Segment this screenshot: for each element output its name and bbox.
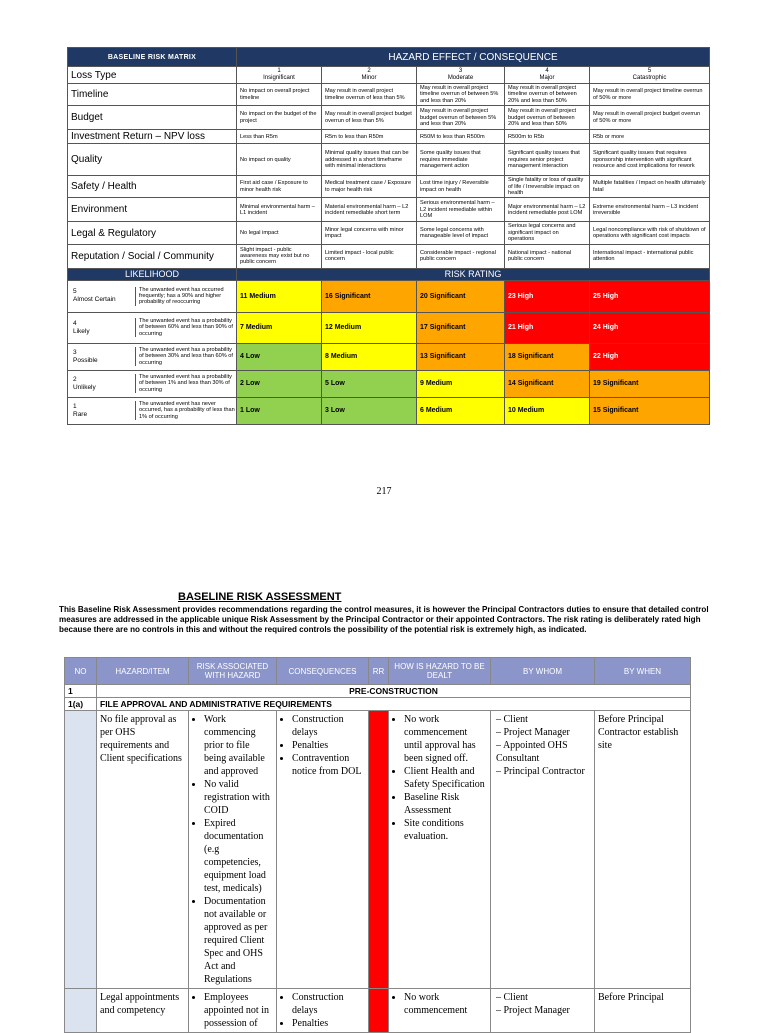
matrix-row-label: Investment Return – NPV loss	[68, 130, 237, 144]
matrix-cell: Slight impact - public awareness may exist but no public concern	[237, 244, 322, 268]
subsection-title: FILE APPROVAL AND ADMINISTRATIVE REQUIREMENTS	[97, 698, 691, 711]
column-header: HAZARD/ITEM	[97, 658, 189, 685]
hazard-item: No file approval as per OHS requirements and Client specifications	[97, 711, 189, 989]
row-number	[65, 989, 97, 1033]
risk-rating-cell: 19 Significant	[590, 370, 710, 397]
likelihood-name: Rare	[73, 410, 88, 418]
assessment-intro: This Baseline Risk Assessment provides recommendations regarding the control measures, it is however the Principal Contractors duties to ensure that detailed control measures are addressed in the applicable unique Risk Assessment by the Principal Contractor or their appointed Contractors. The risk rating is deliberately rated high because there are no controls in this and without the required controls the possibility of the potential risk is extremely high, as indicated.	[59, 605, 709, 634]
responsible-parties	[491, 711, 595, 989]
risk-rating: 21	[369, 989, 389, 1033]
responsible-parties	[491, 989, 595, 1033]
likelihood-name: Possible	[73, 356, 98, 364]
likelihood-level	[68, 376, 135, 392]
matrix-cell: R50M to less than R500m	[417, 130, 505, 144]
risk-rating-cell: 18 Significant	[505, 343, 590, 370]
likelihood-number: 4	[73, 319, 77, 327]
column-header: NO	[65, 658, 97, 685]
risk-rating-cell: 12 Medium	[322, 312, 417, 343]
matrix-cell: International impact - international public attention	[590, 244, 710, 268]
list-item: – Project Manager	[496, 726, 591, 739]
matrix-row-label: Timeline	[68, 84, 237, 106]
risk-rating-cell: 5 Low	[322, 370, 417, 397]
page-number: 217	[376, 486, 392, 497]
likelihood-description: The unwanted event has a probability of between 30% and less than 60% of occurring	[135, 347, 236, 366]
risk-rating-cell: 10 Medium	[505, 397, 590, 424]
list-item: • Employees appointed not in possession of	[204, 991, 273, 1030]
risk-rating-cell: 24 High	[590, 312, 710, 343]
baseline-risk-matrix	[67, 47, 710, 425]
risk-rating-cell: 4 Low	[237, 343, 322, 370]
matrix-row	[68, 222, 710, 244]
likelihood-description: The unwanted event has a probability of between 1% and less than 30% of occurring	[135, 374, 236, 393]
risk-rating-cell: 14 Significant	[505, 370, 590, 397]
column-header: HOW IS HAZARD TO BE DEALT	[389, 658, 491, 685]
list-item: • Documentation not available or approved as per required Client Spec and OHS Act and Regulations	[204, 895, 273, 986]
matrix-cell: May result in overall project timeline overrun of less than 5%	[322, 84, 417, 106]
list-item: – Principal Contractor	[496, 765, 591, 778]
matrix-cell: Minor legal concerns with minor impact	[322, 222, 417, 244]
matrix-row	[68, 144, 710, 176]
column-header: 3 Moderate	[417, 67, 505, 84]
assessment-header-row	[65, 658, 691, 685]
hazard-item: Legal appointments and competency	[97, 989, 189, 1033]
matrix-cell: Considerable impact - regional public concern	[417, 244, 505, 268]
matrix-cell: Legal noncompliance with risk of shutdown of operations with significant cost impacts	[590, 222, 710, 244]
risk-rating-cell: 21 High	[505, 312, 590, 343]
matrix-cell: No impact on the budget of the project	[237, 106, 322, 130]
matrix-row	[68, 176, 710, 198]
column-header: 2 Minor	[322, 67, 417, 84]
section-title: PRE-CONSTRUCTION	[97, 685, 691, 698]
risk-rating-cell: 22 High	[590, 343, 710, 370]
likelihood-row	[68, 370, 710, 397]
timing: Before Principal	[595, 989, 691, 1033]
list-item: • Client Health and Safety Specification	[404, 765, 487, 791]
matrix-title: BASELINE RISK MATRIX	[68, 48, 237, 67]
list-item: – Appointed OHS Consultant	[496, 739, 591, 765]
likelihood-cell	[68, 397, 237, 424]
likelihood-name: Likely	[73, 327, 90, 335]
list-item: • No valid registration with COID	[204, 778, 273, 817]
hazard-controls	[389, 989, 491, 1033]
matrix-row	[68, 244, 710, 268]
risk-rating-cell: 20 Significant	[417, 280, 505, 312]
list-item: – Project Manager	[496, 1004, 591, 1017]
matrix-cell: May result in overall project timeline overrun of 50% or more	[590, 84, 710, 106]
table-row	[65, 711, 691, 989]
likelihood-level	[68, 320, 135, 336]
column-header: 4 Major	[505, 67, 590, 84]
matrix-cell: May result in overall project budget overrun of between 5% and less than 20%	[417, 106, 505, 130]
matrix-row	[68, 84, 710, 106]
list-item: • Expired documentation (e.g competencies, equipment load test, medicals)	[204, 817, 273, 895]
matrix-cell: Material environmental harm – L2 incident remediable short term	[322, 198, 417, 222]
risk-rating-cell: 1 Low	[237, 397, 322, 424]
table-row	[65, 989, 691, 1033]
list-item: – Client	[496, 713, 591, 726]
risk-rating-header: RISK RATING	[237, 268, 710, 280]
column-header: 1 Insignificant	[237, 67, 322, 84]
list-item: • Work commencing prior to file being available and approved	[204, 713, 273, 778]
likelihood-row	[68, 343, 710, 370]
risk-rating-cell: 2 Low	[237, 370, 322, 397]
list-item: • Contravention notice from DOL	[292, 752, 365, 778]
likelihood-row	[68, 280, 710, 312]
matrix-row-label: Environment	[68, 198, 237, 222]
likelihood-cell	[68, 312, 237, 343]
row-number	[65, 711, 97, 989]
column-header: BY WHOM	[491, 658, 595, 685]
list-item: • Construction delays	[292, 713, 365, 739]
list-item: • Penalties	[292, 1017, 365, 1030]
matrix-row	[68, 130, 710, 144]
matrix-cell: Significant quality issues that requires sponsorship intervention with significant resource and cost implications for rework	[590, 144, 710, 176]
matrix-row-label: Budget	[68, 106, 237, 130]
section-number: 1	[65, 685, 97, 698]
risk-rating-cell: 11 Medium	[237, 280, 322, 312]
column-header: RR	[369, 658, 389, 685]
assessment-title: BASELINE RISK ASSESSMENT	[178, 591, 342, 603]
section-row	[65, 685, 691, 698]
matrix-cell: Single fatality or loss of quality of life / Irreversible impact on health	[505, 176, 590, 198]
column-header: BY WHEN	[595, 658, 691, 685]
risk-rating-cell: 17 Significant	[417, 312, 505, 343]
column-header: 5 Catastrophic	[590, 67, 710, 84]
list-item: • Site conditions evaluation.	[404, 817, 487, 843]
consequences	[277, 989, 369, 1033]
matrix-cell: National impact - national public concern	[505, 244, 590, 268]
matrix-cell: Some quality issues that requires immediate management action	[417, 144, 505, 176]
risk-rating-cell: 25 High	[590, 280, 710, 312]
matrix-row-label: Quality	[68, 144, 237, 176]
matrix-cell: R5b or more	[590, 130, 710, 144]
risk-rating-cell: 6 Medium	[417, 397, 505, 424]
likelihood-level	[68, 288, 135, 304]
likelihood-number: 3	[73, 348, 77, 356]
likelihood-cell	[68, 343, 237, 370]
likelihood-cell	[68, 370, 237, 397]
matrix-cell: May result in overall project budget overrun of between 20% and less than 50%	[505, 106, 590, 130]
risk-rating-cell: 13 Significant	[417, 343, 505, 370]
matrix-cell: Serious legal concerns and significant impact on operations	[505, 222, 590, 244]
matrix-cell: May result in overall project timeline overrun of between 20% and less than 50%	[505, 84, 590, 106]
matrix-cell: Some legal concerns with manageable level of impact	[417, 222, 505, 244]
loss-type-label: Loss Type	[68, 67, 237, 84]
matrix-cell: Serious environmental harm – L2 incident remediable within LOM	[417, 198, 505, 222]
list-item: • No work commencement	[404, 991, 487, 1017]
matrix-cell: R500m to R5b	[505, 130, 590, 144]
matrix-cell: Extreme environmental harm – L3 incident irreversible	[590, 198, 710, 222]
likelihood-description: The unwanted event has occurred frequently; has a 90% and higher probability of reoccurring	[135, 287, 236, 306]
matrix-cell: Major environmental harm – L2 incident remediable post LOM	[505, 198, 590, 222]
matrix-cell: Minimal environmental harm – L1 incident	[237, 198, 322, 222]
matrix-cell: May result in overall project budget overrun of 50% or more	[590, 106, 710, 130]
column-header: CONSEQUENCES	[277, 658, 369, 685]
matrix-cell: No legal impact	[237, 222, 322, 244]
risk-rating: 21	[369, 711, 389, 989]
list-item: • Penalties	[292, 739, 365, 752]
likelihood-level	[68, 403, 135, 419]
matrix-row	[68, 198, 710, 222]
matrix-cell: R5m to less than R50m	[322, 130, 417, 144]
matrix-row-label: Reputation / Social / Community	[68, 244, 237, 268]
likelihood-number: 5	[73, 288, 77, 296]
likelihood-description: The unwanted event has a probability of between 60% and less than 90% of occurring	[135, 318, 236, 337]
list-item: • No work commencement until approval has been signed off.	[404, 713, 487, 765]
risk-rating-cell: 9 Medium	[417, 370, 505, 397]
matrix-cell: No impact on overall project timeline	[237, 84, 322, 106]
subsection-number: 1(a)	[65, 698, 97, 711]
matrix-cell: May result in overall project timeline overrun of between 5% and less than 20%	[417, 84, 505, 106]
matrix-cell: First aid case / Exposure to minor health risk	[237, 176, 322, 198]
risk-rating-cell: 23 High	[505, 280, 590, 312]
associated-risks	[189, 711, 277, 989]
list-item: • Construction delays	[292, 991, 365, 1017]
consequences	[277, 711, 369, 989]
likelihood-name: Almost Certain	[73, 296, 116, 304]
likelihood-level	[68, 349, 135, 365]
timing: Before Principal Contractor establish site	[595, 711, 691, 989]
associated-risks	[189, 989, 277, 1033]
risk-rating-cell: 8 Medium	[322, 343, 417, 370]
likelihood-header: LIKELIHOOD	[68, 268, 237, 280]
column-header: RISK ASSOCIATED WITH HAZARD	[189, 658, 277, 685]
likelihood-description: The unwanted event has never occurred, has a probability of less than 1% of occurring	[135, 401, 236, 420]
risk-rating-cell: 16 Significant	[322, 280, 417, 312]
matrix-row	[68, 106, 710, 130]
risk-rating-cell: 15 Significant	[590, 397, 710, 424]
risk-rating-cell: 3 Low	[322, 397, 417, 424]
matrix-cell: Medical treatment case / Exposure to major health risk	[322, 176, 417, 198]
risk-rating-cell: 7 Medium	[237, 312, 322, 343]
likelihood-cell	[68, 280, 237, 312]
matrix-cell: Minimal quality issues that can be addressed in a short timeframe with minimal interactions	[322, 144, 417, 176]
list-item: • Baseline Risk Assessment	[404, 791, 487, 817]
likelihood-row	[68, 397, 710, 424]
likelihood-row	[68, 312, 710, 343]
matrix-cell: No impact on quality	[237, 144, 322, 176]
matrix-cell: May result in overall project budget overrun of less than 5%	[322, 106, 417, 130]
matrix-cell: Multiple fatalities / Impact on health ultimately fatal	[590, 176, 710, 198]
likelihood-number: 1	[73, 402, 77, 410]
matrix-row-label: Safety / Health	[68, 176, 237, 198]
likelihood-number: 2	[73, 375, 77, 383]
matrix-row-label: Legal & Regulatory	[68, 222, 237, 244]
matrix-cell: Significant quality issues that requires senior project management interaction	[505, 144, 590, 176]
hazard-controls	[389, 711, 491, 989]
list-item: – Client	[496, 991, 591, 1004]
matrix-cell: Lost time injury / Reversible impact on health	[417, 176, 505, 198]
matrix-cell: Limited impact - local public concern	[322, 244, 417, 268]
likelihood-name: Unlikely	[73, 383, 96, 391]
risk-assessment-table	[64, 657, 691, 1033]
hazard-effect-header: HAZARD EFFECT / CONSEQUENCE	[237, 48, 710, 67]
subsection-row	[65, 698, 691, 711]
matrix-cell: Less than R5m	[237, 130, 322, 144]
